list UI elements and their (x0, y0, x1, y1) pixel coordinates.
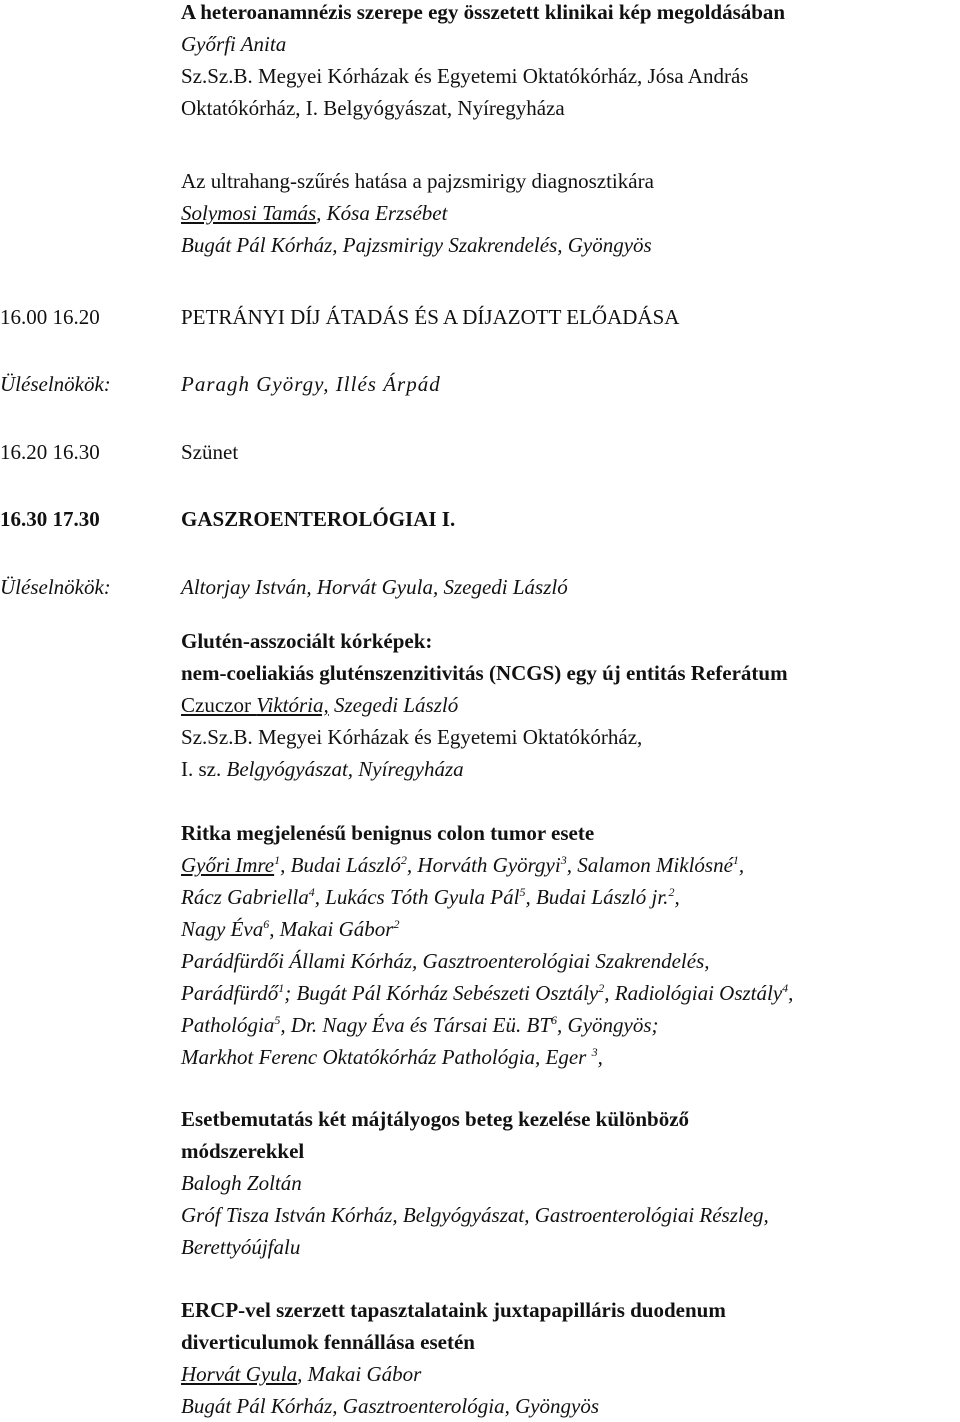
affiliation-index: 2 (393, 917, 400, 931)
author: , Budai László jr. (525, 885, 669, 909)
affiliation-text: , Dr. Nagy Éva és Társai Eü. BT (280, 1013, 552, 1037)
abstract-title: Glutén-asszociált kórképek: (181, 629, 433, 653)
abstract-affiliation: Bugát Pál Kórház, Pajzsmirigy Szakrendelés, Gyöngyös (181, 233, 652, 257)
abstract-authors (181, 197, 960, 229)
affiliation-index: 6 (551, 1013, 558, 1027)
affiliation-index: 3 (560, 853, 567, 867)
presenting-author-surname: Czuczor (181, 693, 257, 717)
punctuation: , (674, 885, 680, 909)
affiliation-text: Sz.Sz.B. Megyei Kórházak és Egyetemi Oktatókórház, (181, 725, 643, 749)
affiliation-text: , Gyöngyös; (557, 1013, 659, 1037)
abstract-affiliation (181, 977, 960, 1009)
affiliation-index: 3 (591, 1045, 598, 1059)
abstract-author: Győrfi Anita (181, 32, 287, 56)
abstract-author: Balogh Zoltán (181, 1171, 302, 1195)
abstract-affiliation (181, 721, 960, 753)
affiliation-text: Pathológia (181, 1013, 275, 1037)
abstract-affiliation (181, 753, 960, 785)
affiliation-index: 4 (782, 981, 789, 995)
affiliation-text: Belgyógyászat, Nyíregyháza (226, 757, 464, 781)
author: , Makai Gábor (269, 917, 394, 941)
author: Rácz Gabriella (181, 885, 309, 909)
co-authors: , Kósa Erzsébet (316, 201, 448, 225)
abstract-authors-line2 (181, 881, 960, 913)
affiliation-text: Parádfürdő (181, 981, 279, 1005)
abstract-affiliation: Parádfürdői Állami Kórház, Gasztroenterológiai Szakrendelés, (181, 949, 710, 973)
abstract-title: Az ultrahang-szűrés hatása a pajzsmirigy diagnosztikára (181, 169, 654, 193)
punctuation: , (788, 981, 794, 1005)
affiliation-prefix: I. sz. (181, 757, 227, 781)
affiliation-text: Markhot Ferenc Oktatókórház Pathológia, Eger (181, 1045, 592, 1069)
abstract-title-line2: nem-coeliakiás gluténszenzitivitás (NCGS) egy új entitás Referátum (181, 661, 788, 685)
author: , Horváth Györgyi (406, 853, 561, 877)
affiliation-index: 1 (278, 981, 285, 995)
author: Nagy Éva (181, 917, 264, 941)
abstract-affiliation: Oktatókórház, I. Belgyógyászat, Nyíregyháza (181, 96, 565, 120)
affiliation-index: 5 (274, 1013, 281, 1027)
abstract-authors (181, 689, 960, 721)
break-title: Szünet (181, 440, 239, 464)
chairs-label: Üléselnökök: (0, 372, 111, 396)
author: , Budai László (280, 853, 401, 877)
presenting-author-given: Viktória, (256, 693, 329, 717)
abstract-ultrahang (0, 165, 960, 261)
session-title: PETRÁNYI DÍJ ÁTADÁS ÉS A DÍJAZOTT ELŐADÁSA (181, 305, 680, 329)
abstract-title-line2: módszerekkel (181, 1139, 305, 1163)
author: , Lukács Tóth Gyula Pál (314, 885, 520, 909)
abstract-affiliation: Sz.Sz.B. Megyei Kórházak és Egyetemi Oktatókórház, Jósa András (181, 64, 749, 88)
affiliation-index: 2 (598, 981, 605, 995)
break-time: 16.20 16.30 (0, 440, 100, 464)
abstract-affiliation (181, 1009, 960, 1041)
abstract-majtalyog (0, 1103, 960, 1263)
affiliation-index: 1 (732, 853, 739, 867)
co-authors: , Makai Gábor (297, 1362, 422, 1386)
presenting-author: Győri Imre (181, 853, 275, 877)
affiliation-index: 2 (400, 853, 407, 867)
abstract-title: A heteroanamnézis szerepe egy összetett klinikai kép megoldásában (181, 0, 786, 24)
punctuation: , (738, 853, 745, 877)
chairs-names: Paragh György, Illés Árpád (181, 372, 441, 396)
author: , Salamon Miklósné (566, 853, 733, 877)
session-time: 16.30 17.30 (0, 507, 100, 531)
session-title: GASZROENTEROLÓGIAI I. (181, 507, 456, 531)
abstract-ercp (0, 1294, 960, 1422)
session-time: 16.00 16.20 (0, 305, 100, 329)
abstract-affiliation: Bugát Pál Kórház, Gasztroenterológia, Gyöngyös (181, 1394, 600, 1418)
abstract-heteroanamnezis (0, 0, 960, 124)
abstract-affiliation: Berettyóújfalu (181, 1235, 301, 1259)
abstract-affiliation: Gróf Tisza István Kórház, Belgyógyászat, Gastroenterológiai Részleg, (181, 1203, 769, 1227)
affiliation-index: 6 (263, 917, 270, 931)
chairs-names: Altorjay István, Horvát Gyula, Szegedi László (181, 575, 568, 599)
abstract-authors-line3 (181, 913, 960, 945)
affiliation-index: 2 (668, 885, 675, 899)
abstract-title: Ritka megjelenésű benignus colon tumor esete (181, 821, 595, 845)
abstract-gluten (0, 625, 960, 785)
chairs-label: Üléselnökök: (0, 575, 111, 599)
abstract-authors-line1 (181, 849, 960, 881)
abstract-affiliation (181, 1041, 960, 1073)
affiliation-text: ; Bugát Pál Kórház Sebészeti Osztály (284, 981, 599, 1005)
affiliation-index: 5 (519, 885, 526, 899)
abstract-title: ERCP-vel szerzett tapasztalataink juxtapapilláris duodenum (181, 1298, 726, 1322)
abstract-colon-tumor (0, 817, 960, 1073)
abstract-authors (181, 1358, 960, 1390)
presenting-author: Horvát Gyula (181, 1362, 298, 1386)
affiliation-index: 4 (308, 885, 315, 899)
co-authors: Szegedi László (328, 693, 459, 717)
abstract-title-line2: diverticulumok fennállása esetén (181, 1330, 475, 1354)
presenting-author: Solymosi Tamás (181, 201, 317, 225)
affiliation-text: , Radiológiai Osztály (604, 981, 783, 1005)
punctuation: , (597, 1045, 603, 1069)
abstract-title: Esetbemutatás két májtályogos beteg kezelése különböző (181, 1107, 690, 1131)
affiliation-index: 1 (274, 853, 281, 867)
